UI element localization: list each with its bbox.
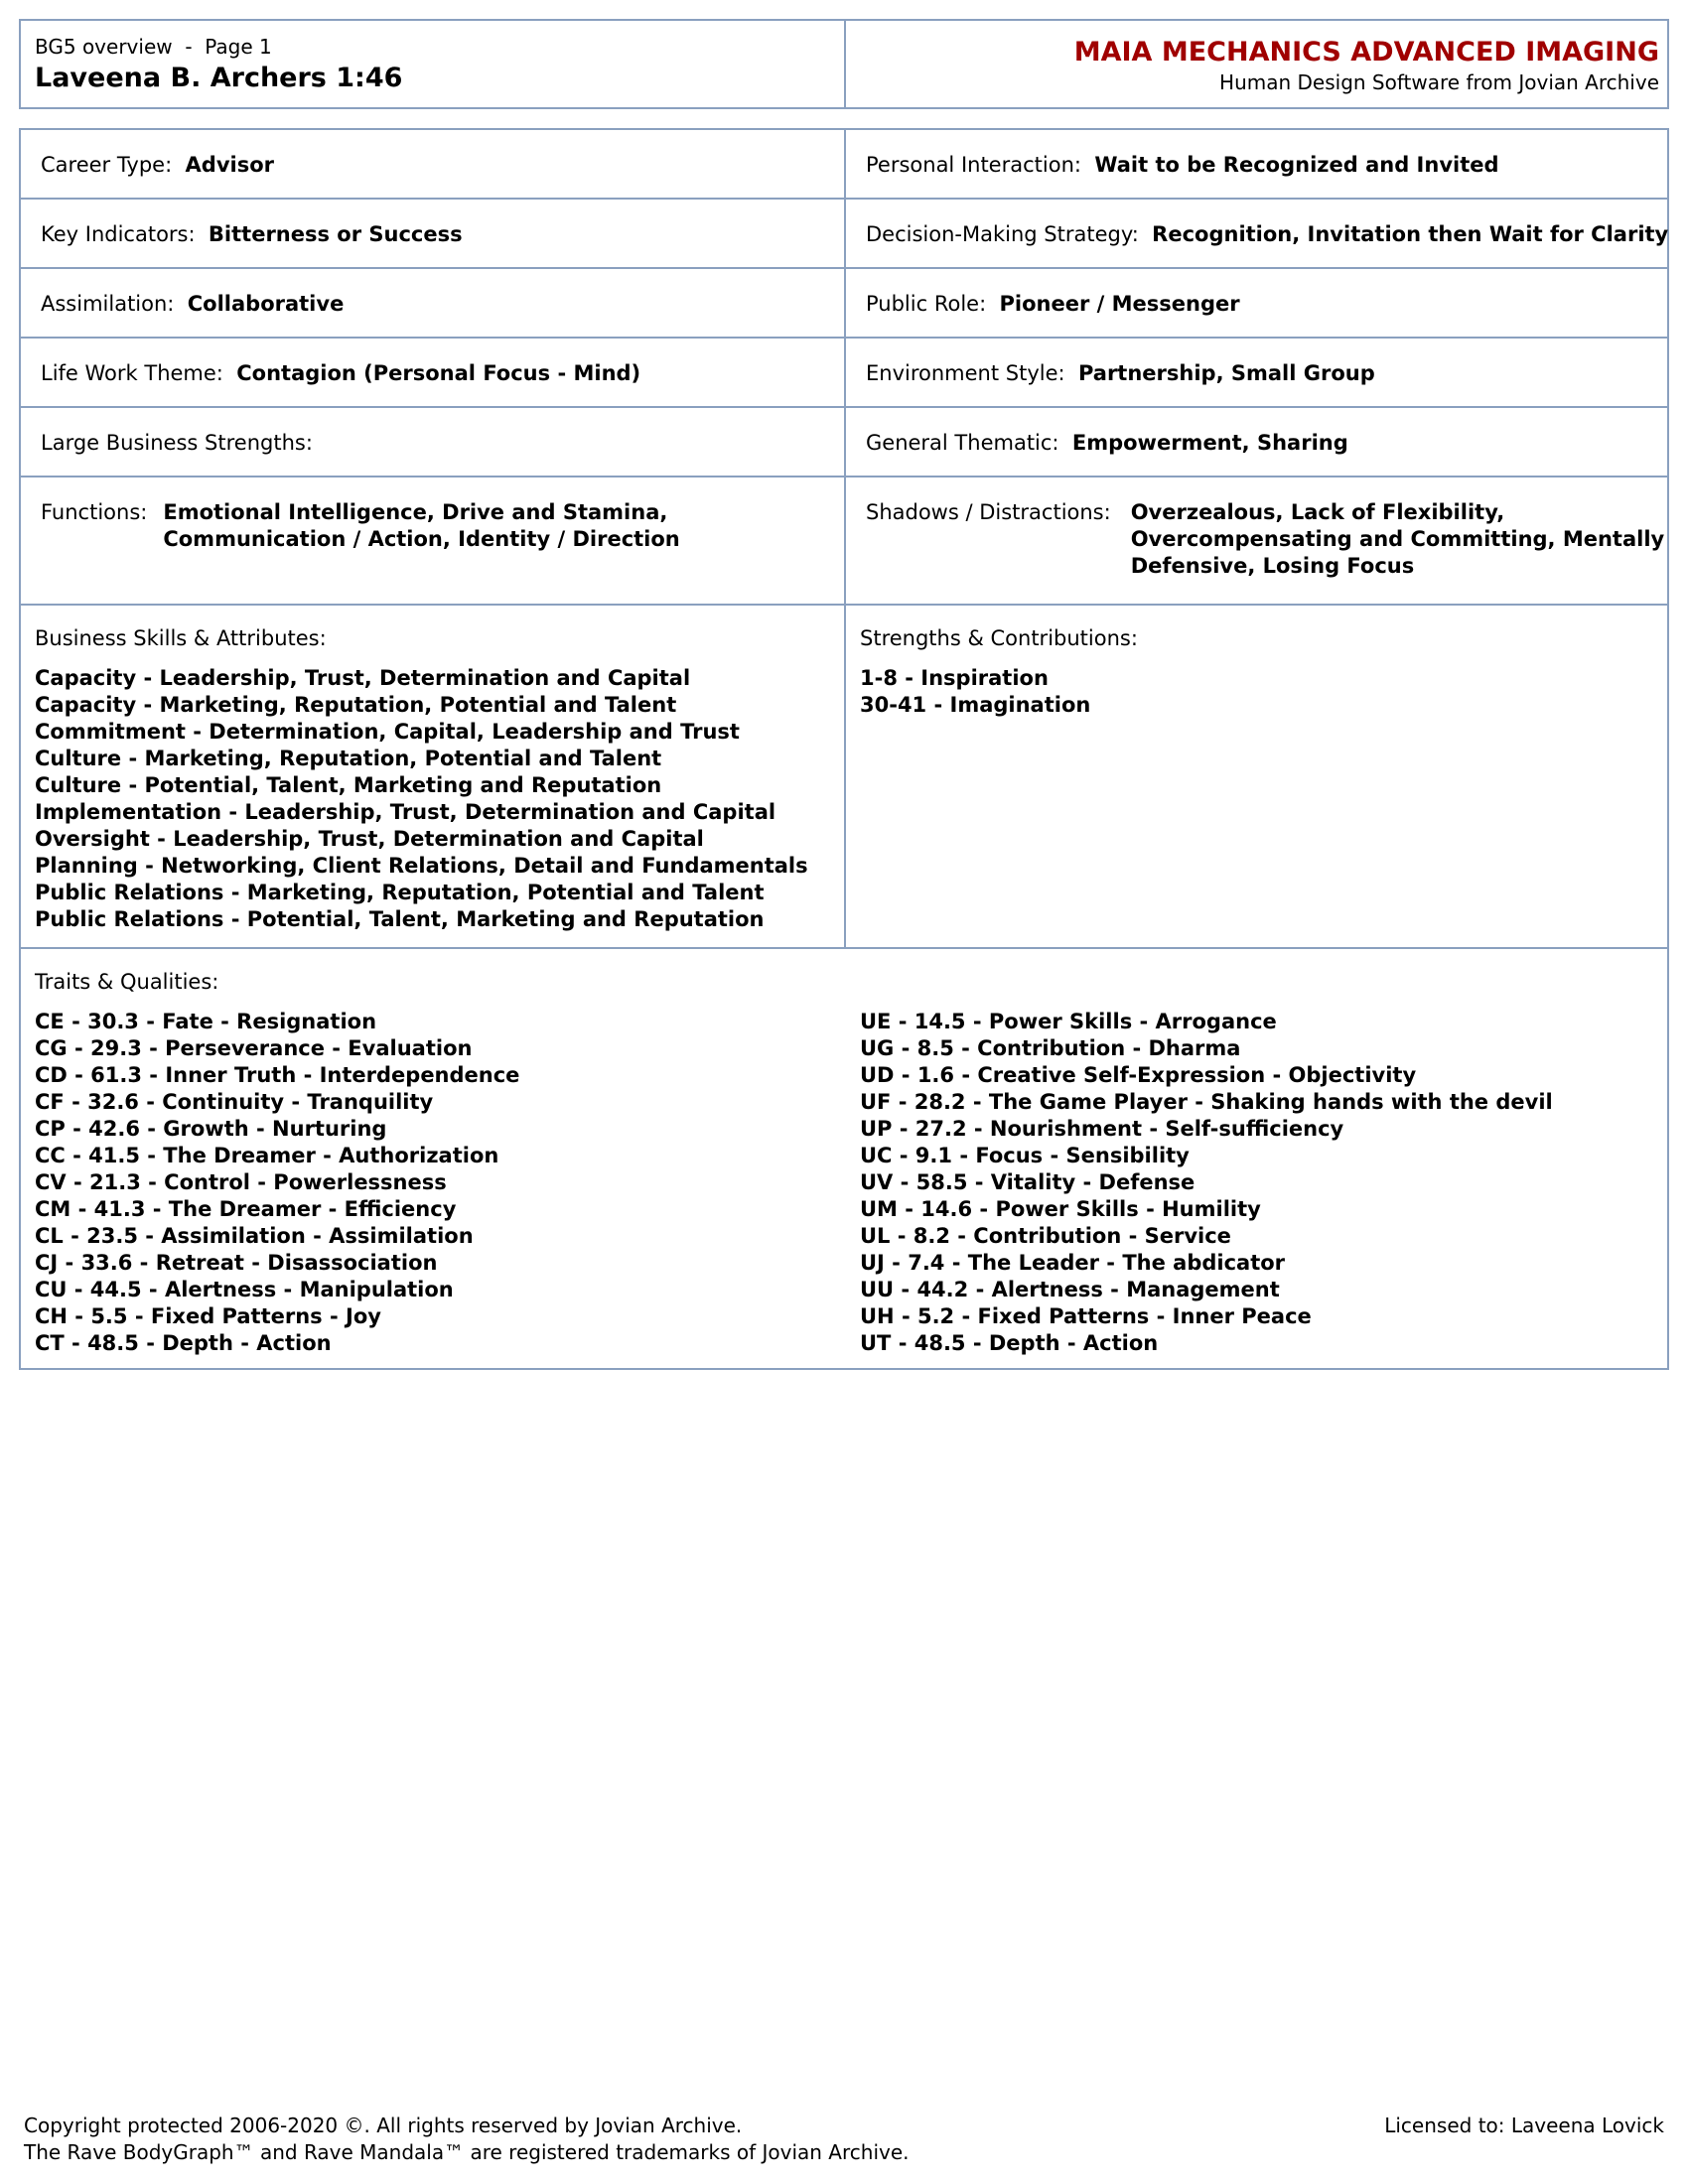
list-item: CF - 32.6 - Continuity - Tranquility — [35, 1090, 434, 1114]
public-role-value: Pioneer / Messenger — [999, 292, 1240, 316]
business-skills-label: Business Skills & Attributes: — [35, 626, 327, 650]
large-business-cell — [21, 408, 844, 476]
life-work-theme-label: Life Work Theme: — [41, 361, 223, 385]
career-type-cell — [21, 130, 844, 198]
public-role-label: Public Role: — [866, 292, 987, 316]
person-name: Laveena B. Archers 1:46 — [35, 63, 403, 93]
header-box — [19, 19, 1669, 109]
assimilation-cell — [21, 269, 844, 337]
list-item: Public Relations - Marketing, Reputation, Potential and Talent — [35, 881, 765, 904]
list-item: UE - 14.5 - Power Skills - Arrogance — [860, 1010, 1277, 1033]
list-item: 1-8 - Inspiration — [860, 666, 1049, 690]
strengths-label: Strengths & Contributions: — [860, 626, 1138, 650]
list-item: CL - 23.5 - Assimilation - Assimilation — [35, 1224, 474, 1248]
traits-cell — [21, 949, 1667, 1368]
list-item: UP - 27.2 - Nourishment - Self-sufficiency — [860, 1117, 1344, 1141]
key-indicators-label: Key Indicators: — [41, 222, 196, 246]
list-item: Public Relations - Potential, Talent, Marketing and Reputation — [35, 907, 765, 931]
list-item: Culture - Marketing, Reputation, Potential and Talent — [35, 747, 662, 770]
list-item: UV - 58.5 - Vitality - Defense — [860, 1170, 1196, 1194]
large-business-label: Large Business Strengths: — [41, 431, 313, 455]
traits-right-list — [860, 1009, 1553, 1357]
header-divider — [844, 21, 846, 107]
doc-line: BG5 overview - Page 1 — [35, 35, 272, 59]
list-item: UD - 1.6 - Creative Self-Expression - Objectivity — [860, 1063, 1417, 1087]
decision-strategy-label: Decision-Making Strategy: — [866, 222, 1139, 246]
list-item: 30-41 - Imagination — [860, 693, 1091, 717]
decision-strategy-cell — [846, 200, 1669, 267]
life-work-theme-value: Contagion (Personal Focus - Mind) — [236, 361, 641, 385]
list-item: UH - 5.2 - Fixed Patterns - Inner Peace — [860, 1304, 1312, 1328]
strengths-list — [860, 665, 1138, 719]
list-item: UF - 28.2 - The Game Player - Shaking hands with the devil — [860, 1090, 1553, 1114]
shadows-cell — [846, 478, 1669, 604]
functions-value: Emotional Intelligence, Drive and Stamina, Communication / Action, Identity / Direction — [163, 500, 680, 551]
list-item: Planning - Networking, Client Relations, Detail and Fundamentals — [35, 854, 808, 878]
traits-left-list — [35, 1009, 519, 1357]
list-item: UJ - 7.4 - The Leader - The abdicator — [860, 1251, 1286, 1275]
career-type-value: Advisor — [185, 153, 274, 177]
general-thematic-value: Empowerment, Sharing — [1071, 431, 1348, 455]
footer-copyright: Copyright protected 2006-2020 ©. All rights reserved by Jovian Archive. — [24, 2114, 743, 2137]
list-item: UC - 9.1 - Focus - Sensibility — [860, 1144, 1190, 1167]
environment-style-label: Environment Style: — [866, 361, 1065, 385]
personal-interaction-value: Wait to be Recognized and Invited — [1094, 153, 1499, 177]
functions-cell — [21, 478, 844, 604]
list-item: UU - 44.2 - Alertness - Management — [860, 1278, 1280, 1301]
list-item: CJ - 33.6 - Retreat - Disassociation — [35, 1251, 438, 1275]
list-item: CG - 29.3 - Perseverance - Evaluation — [35, 1036, 473, 1060]
personal-interaction-label: Personal Interaction: — [866, 153, 1081, 177]
footer-trademark: The Rave BodyGraph™ and Rave Mandala™ are registered trademarks of Jovian Archive. — [24, 2140, 910, 2164]
list-item: UG - 8.5 - Contribution - Dharma — [860, 1036, 1241, 1060]
list-item: CC - 41.5 - The Dreamer - Authorization — [35, 1144, 499, 1167]
list-item: CD - 61.3 - Inner Truth - Interdependence — [35, 1063, 520, 1087]
overview-table — [19, 128, 1669, 1370]
general-thematic-cell — [846, 408, 1669, 476]
list-item: UT - 48.5 - Depth - Action — [860, 1331, 1159, 1355]
list-item: Culture - Potential, Talent, Marketing and Reputation — [35, 773, 662, 797]
list-item: CT - 48.5 - Depth - Action — [35, 1331, 332, 1355]
traits-label: Traits & Qualities: — [35, 970, 219, 994]
general-thematic-label: General Thematic: — [866, 431, 1059, 455]
list-item: Implementation - Leadership, Trust, Determination and Capital — [35, 800, 776, 824]
assimilation-label: Assimilation: — [41, 292, 175, 316]
list-item: UL - 8.2 - Contribution - Service — [860, 1224, 1231, 1248]
list-item: CE - 30.3 - Fate - Resignation — [35, 1010, 377, 1033]
key-indicators-value: Bitterness or Success — [208, 222, 463, 246]
public-role-cell — [846, 269, 1669, 337]
footer-license: Licensed to: Laveena Lovick — [1384, 2114, 1664, 2137]
brand-logo-text: MAIA MECHANICS ADVANCED IMAGING — [1073, 37, 1659, 68]
life-work-theme-cell — [21, 339, 844, 406]
key-indicators-cell — [21, 200, 844, 267]
shadows-label: Shadows / Distractions: — [866, 500, 1111, 524]
environment-style-cell — [846, 339, 1669, 406]
list-item: CP - 42.6 - Growth - Nurturing — [35, 1117, 387, 1141]
decision-strategy-value: Recognition, Invitation then Wait for Clarity — [1152, 222, 1669, 246]
career-type-label: Career Type: — [41, 153, 173, 177]
brand-subtitle: Human Design Software from Jovian Archive — [1219, 70, 1659, 94]
personal-interaction-cell — [846, 130, 1669, 198]
list-item: CM - 41.3 - The Dreamer - Efficiency — [35, 1197, 457, 1221]
list-item: CV - 21.3 - Control - Powerlessness — [35, 1170, 447, 1194]
shadows-value: Overzealous, Lack of Flexibility, Overcompensating and Committing, Mentally Defensive, Losing Focus — [1130, 500, 1665, 578]
list-item: Commitment - Determination, Capital, Leadership and Trust — [35, 720, 740, 744]
business-skills-cell — [21, 606, 844, 947]
assimilation-value: Collaborative — [187, 292, 345, 316]
business-skills-list — [35, 665, 808, 933]
environment-style-value: Partnership, Small Group — [1077, 361, 1375, 385]
functions-label: Functions: — [41, 500, 148, 524]
list-item: Oversight - Leadership, Trust, Determination and Capital — [35, 827, 704, 851]
list-item: CH - 5.5 - Fixed Patterns - Joy — [35, 1304, 381, 1328]
strengths-cell — [846, 606, 1669, 947]
list-item: CU - 44.5 - Alertness - Manipulation — [35, 1278, 454, 1301]
list-item: UM - 14.6 - Power Skills - Humility — [860, 1197, 1261, 1221]
list-item: Capacity - Leadership, Trust, Determination and Capital — [35, 666, 691, 690]
list-item: Capacity - Marketing, Reputation, Potential and Talent — [35, 693, 677, 717]
